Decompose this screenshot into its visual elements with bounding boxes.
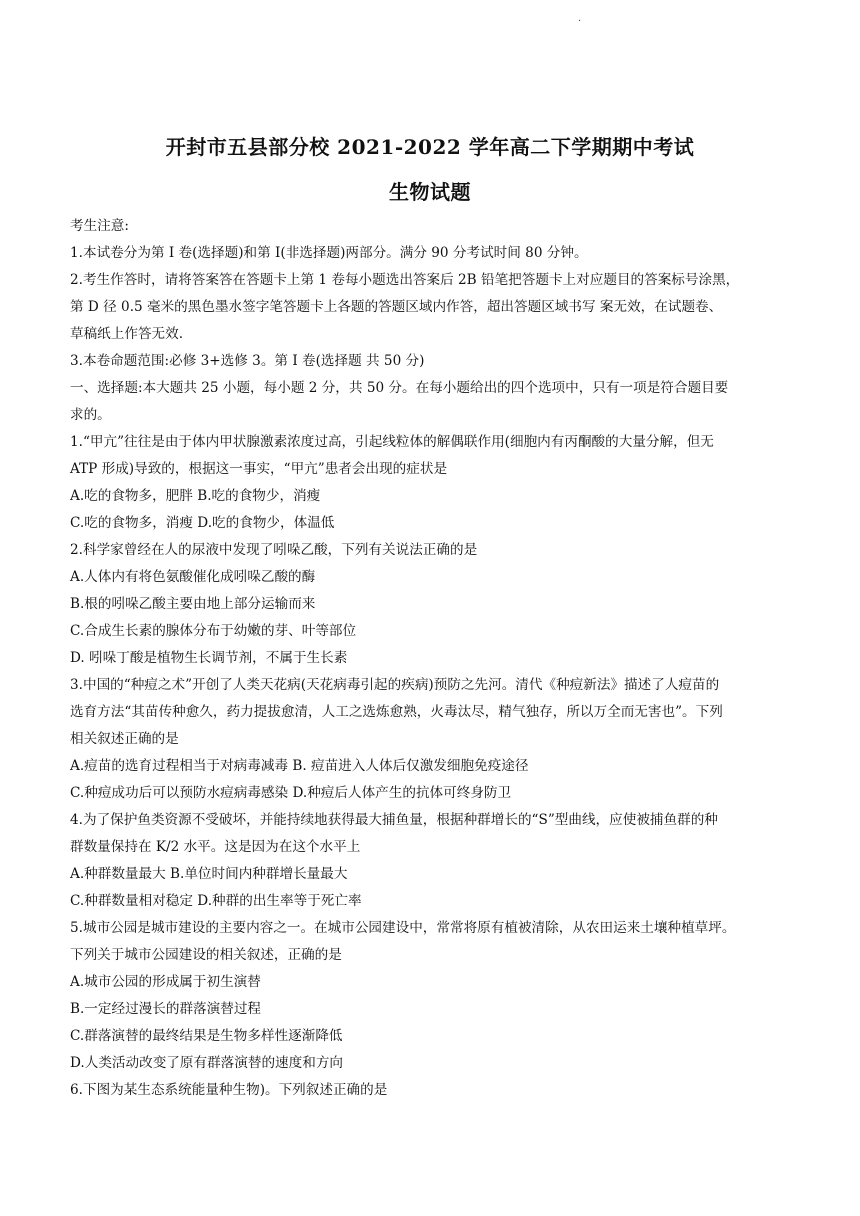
text-line: D. 吲哚丁酸是植物生长调节剂，不属于生长素 xyxy=(70,650,348,666)
text-line: A.人体内有将色氨酸催化成吲哚乙酸的酶 xyxy=(70,569,316,585)
text-line: B.根的吲哚乙酸主要由地上部分运输而来 xyxy=(70,596,316,612)
text-line: A.痘苗的选育过程相当于对病毒减毒 B. 痘苗进入人体后仅激发细胞免疫途径 xyxy=(70,758,529,774)
text-line: 5.城市公园是城市建设的主要内容之一。在城市公园建设中，常常将原有植被清除，从农田运来土壤种植草坪。 xyxy=(70,920,736,936)
text-line: C.吃的食物多，消瘦 D.吃的食物少，体温低 xyxy=(70,515,335,531)
exam-title: 开封市五县部分校 2021-2022 学年高二下学期期中考试 xyxy=(165,135,695,159)
exam-body xyxy=(70,213,798,1104)
text-line: 群数量保持在 K/2 水平。这是因为在这个水平上 xyxy=(70,839,361,855)
exam-subtitle: 生物试题 xyxy=(389,180,471,204)
text-line: C.群落演替的最终结果是生物多样性逐渐降低 xyxy=(70,1028,343,1044)
text-line: C.种群数量相对稳定 D.种群的出生率等于死亡率 xyxy=(70,893,362,909)
text-line: 草稿纸上作答无效. xyxy=(70,326,184,342)
text-line: 2.科学家曾经在人的尿液中发现了吲哚乙酸，下列有关说法正确的是 xyxy=(70,542,478,558)
text-line: 考生注意: xyxy=(70,218,129,234)
text-line: A.种群数量最大 B.单位时间内种群增长量最大 xyxy=(70,866,348,882)
text-line: 1.“甲亢”往往是由于体内甲状腺激素浓度过高，引起线粒体的解偶联作用(细胞内有丙酮酸的大量分解，但无 xyxy=(70,434,714,450)
header-mark: · xyxy=(578,16,582,27)
text-line: A.城市公园的形成属于初生演替 xyxy=(70,974,261,990)
text-line: 下列关于城市公园建设的相关叙述，正确的是 xyxy=(70,947,342,963)
text-line: 相关叙述正确的是 xyxy=(70,731,179,747)
text-line: C.合成生长素的腺体分布于幼嫩的芽、叶等部位 xyxy=(70,623,357,639)
text-line: 2.考生作答时，请将答案答在答题卡上第 1 卷每小题选出答案后 2B 铅笔把答题卡上对应题目的答案标号涂黑， xyxy=(70,272,740,288)
text-line: 求的。 xyxy=(70,407,111,423)
text-line: C.种痘成功后可以预防水痘病毒感染 D.种痘后人体产生的抗体可终身防卫 xyxy=(70,785,512,801)
text-line: 3.中国的“种痘之术”开创了人类天花病(天花病毒引起的疾病)预防之先河。清代《种痘新法》描述了人痘苗的 xyxy=(70,677,720,693)
text-line: 4.为了保护鱼类资源不受破坏，并能持续地获得最大捕鱼量，根据种群增长的“S”型曲线，应使被捕鱼群的种 xyxy=(70,812,718,828)
text-line: 6.下图为某生态系统能量种生物)。下列叙述正确的是 xyxy=(70,1082,388,1098)
text-line: 选育方法“其苗传种愈久，药力提拔愈清，人工之选炼愈熟，火毒汰尽，精气独存，所以万全而无害也”。下列 xyxy=(70,704,723,720)
text-line: 一、选择题:本大题共 25 小题，每小题 2 分，共 50 分。在每小题给出的四个选项中，只有一项是符合题目要 xyxy=(70,380,729,396)
text-line: 3.本卷命题范围:必修 3+选修 3。第 I 卷(选择题 共 50 分) xyxy=(70,353,425,369)
text-line: D.人类活动改变了原有群落演替的速度和方向 xyxy=(70,1055,344,1071)
text-line: B.一定经过漫长的群落演替过程 xyxy=(70,1001,262,1017)
text-line: ATP 形成)导致的，根据这一事实，“甲亢”患者会出现的症状是 xyxy=(70,461,448,477)
text-line: 1.本试卷分为第 I 卷(选择题)和第 I(非选择题)两部分。满分 90 分考试时间 80 分钟。 xyxy=(70,245,588,261)
text-line: 第 D 径 0.5 毫米的黑色墨水签字笔答题卡上各题的答题区域内作答，超出答题区域书写 案无效，在试题卷、 xyxy=(70,299,723,315)
text-line: A.吃的食物多，肥胖 B.吃的食物少，消瘦 xyxy=(70,488,321,504)
